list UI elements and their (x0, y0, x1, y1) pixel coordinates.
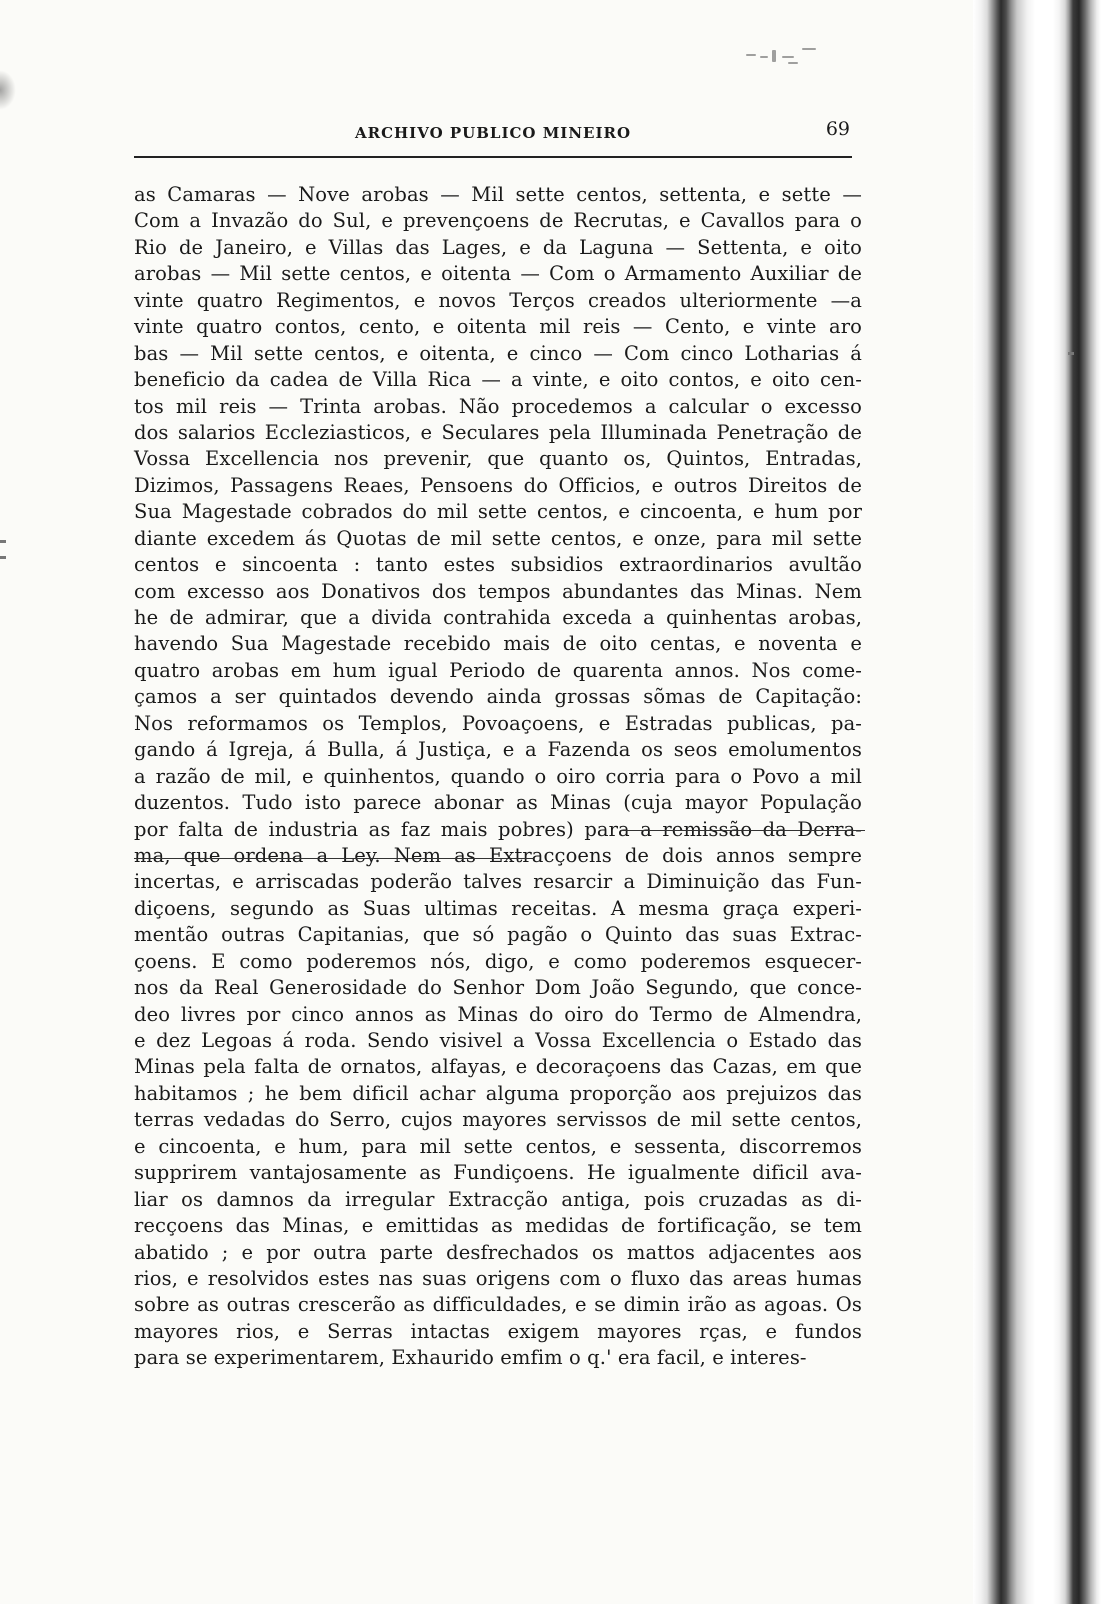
text-line: gando á Igreja, á Bulla, á Justiça, e a Fazenda os seos emolumentos (134, 738, 862, 762)
scan-edge-mark (1068, 352, 1074, 355)
text-line: nos da Real Generosidade do Senhor Dom João Segundo, que conce- (134, 976, 862, 1000)
running-title: ARCHIVO PUBLICO MINEIRO (354, 124, 632, 142)
text-line: deo livres por cinco annos as Minas do oiro do Termo de Almendra, (134, 1002, 862, 1026)
text-line: centos e sincoenta : tanto estes subsidios extraordinarios avultão (134, 553, 862, 577)
text-line: Dizimos, Passagens Reaes, Pensoens do Officios, e outros Direitos de (134, 473, 862, 497)
text-line: vinte quatro contos, cento, e oitenta mil reis — Cento, e vinte aro (134, 315, 862, 339)
text-line: diante excedem ás Quotas de mil sette centos, e onze, para mil sette (134, 526, 862, 550)
text-line: as Camaras — Nove arobas — Mil sette centos, settenta, e sette — (134, 183, 862, 206)
scan-edge-mark (0, 556, 6, 559)
text-line: ma, que ordena a Ley. Nem as Extracçoens de dois annos sempre (134, 843, 862, 867)
text-line: com excesso aos Donativos dos tempos abundantes das Minas. Nem (134, 579, 862, 603)
scan-smudge-top-left (0, 70, 16, 110)
text-line: rios, e resolvidos estes nas suas origens com o fluxo das areas humas (134, 1266, 862, 1290)
text-line: beneficio da cadea de Villa Rica — a vinte, e oito contos, e oito cen- (134, 368, 862, 392)
text-line: e cincoenta, e hum, para mil sette centos, e sessenta, discorremos (134, 1134, 862, 1158)
text-line: incertas, e arriscadas poderão talves resarcir a Diminuição das Fun- (134, 870, 862, 894)
text-line: sobre as outras crescerão as difficuldades, e se dimin irão as agoas. Os (134, 1293, 862, 1317)
text-line: Com a Invazão do Sul, e prevençoens de Recrutas, e Cavallos para o (134, 209, 862, 233)
text-line: arobas — Mil sette centos, e oitenta — Com o Armamento Auxiliar de (134, 262, 862, 286)
text-line: he de admirar, que a divida contrahida exceda a quinhentas arobas, (134, 606, 862, 629)
scan-edge-mark (0, 540, 6, 543)
text-line: havendo Sua Magestade recebido mais de oito centas, e noventa e (134, 632, 862, 656)
body-text (134, 182, 862, 1372)
text-line: e dez Legoas á roda. Sendo visivel a Vossa Excellencia o Estado das (134, 1029, 862, 1052)
text-line: terras vedadas do Serro, cujos mayores servissos de mil sette centos, (134, 1108, 862, 1132)
running-head (134, 118, 852, 154)
handwritten-underline (620, 830, 865, 831)
page-number: 69 (825, 118, 850, 140)
book-binding-shadow (973, 0, 1101, 1604)
text-line: habitamos ; he bem dificil achar alguma proporção aos prejuizos das (134, 1081, 862, 1105)
text-line: çoens. E como poderemos nós, digo, e como poderemos esquecer- (134, 949, 862, 973)
handwritten-underline (134, 858, 534, 859)
text-line: por falta de industria as faz mais pobres) para a remissão da Derra- (134, 817, 862, 841)
text-line: Sua Magestade cobrados do mil sette centos, e cincoenta, e hum por (134, 500, 862, 524)
text-line: Nos reformamos os Templos, Povoaçoens, e Estradas publicas, pa- (134, 711, 862, 735)
scan-smudge-top-right (742, 42, 822, 72)
text-line: Rio de Janeiro, e Villas das Lages, e da Laguna — Settenta, e oito (134, 235, 862, 259)
header-rule (134, 156, 852, 161)
text-line: mentão outras Capitanias, que só pagão o Quinto das suas Extrac- (134, 923, 862, 947)
text-line: mayores rios, e Serras intactas exigem mayores rças, e fundos (134, 1319, 862, 1343)
text-line: Minas pela falta de ornatos, alfayas, e decoraçoens das Cazas, em que (134, 1055, 862, 1079)
text-line: dos salarios Eccleziasticos, e Seculares pela Illuminada Penetração de (134, 420, 862, 444)
text-line: diçoens, segundo as Suas ultimas receitas. A mesma graça experi- (134, 896, 862, 920)
text-line: çamos a ser quintados devendo ainda grossas sõmas de Capitação: (134, 685, 862, 709)
text-line: bas — Mil sette centos, e oitenta, e cinco — Com cinco Lotharias á (134, 341, 862, 365)
text-line: abatido ; e por outra parte desfrechados os mattos adjacentes aos (134, 1240, 862, 1264)
text-line: recçoens das Minas, e emittidas as medidas de fortificação, se tem (134, 1214, 862, 1238)
text-line: tos mil reis — Trinta arobas. Não procedemos a calcular o excesso (134, 394, 862, 418)
text-line: vinte quatro Regimentos, e novos Terços creados ulteriormente —a (134, 288, 862, 312)
text-line: duzentos. Tudo isto parece abonar as Minas (cuja mayor População (134, 791, 862, 815)
text-line: Vossa Excellencia nos prevenir, que quanto os, Quintos, Entradas, (134, 447, 862, 471)
text-line: a razão de mil, e quinhentos, quando o oiro corria para o Povo a mil (134, 764, 862, 788)
text-line: supprirem vantajosamente as Fundiçoens. He igualmente dificil ava- (134, 1161, 862, 1185)
text-line: para se experimentarem, Exhaurido emfim o q.' era facil, e interes- (134, 1346, 807, 1370)
text-line: quatro arobas em hum igual Periodo de quarenta annos. Nos come- (134, 658, 862, 682)
text-line: liar os damnos da irregular Extracção antiga, pois cruzadas as di- (134, 1187, 862, 1211)
